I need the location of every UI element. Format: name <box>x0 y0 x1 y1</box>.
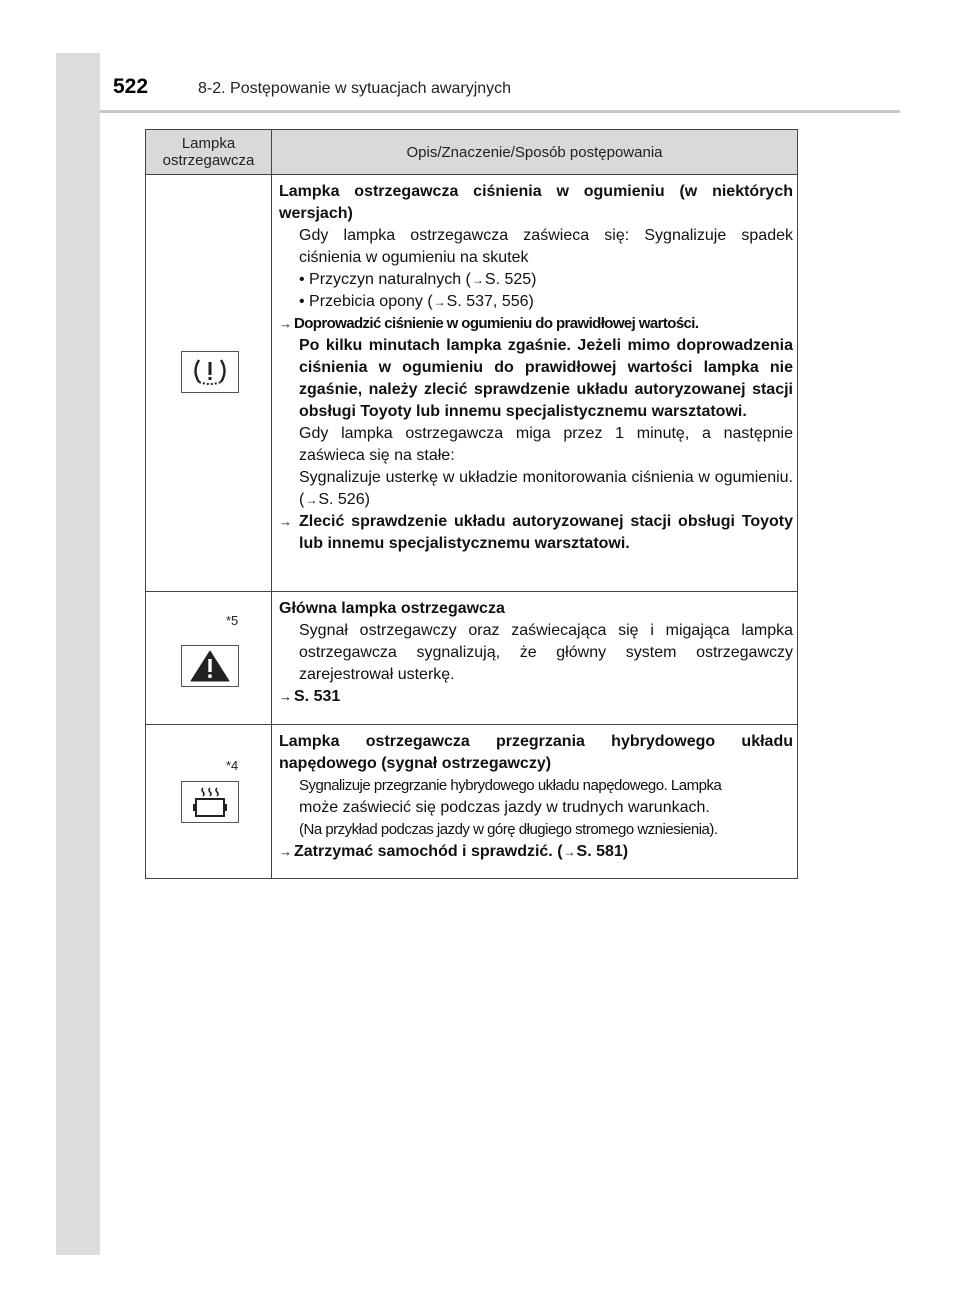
description-text: Sygnał ostrzegawczy oraz zaświecająca się i migająca lampka ostrzegawcza sygnalizują, że główny system ostrzegawczy zarejestrował usterkę. <box>299 622 793 683</box>
lamp-title: Lampka ostrzegawcza ciśnienia w ogumieniu (w niektórych wersjach) <box>279 183 793 222</box>
bullet-item: • Przyczyn naturalnych (→S. 525) <box>299 271 537 288</box>
column-header-description: Opis/Znaczenie/Sposób postępowania <box>272 130 798 175</box>
bullet-item: • Przebicia opony (→S. 537, 556) <box>299 293 534 310</box>
description-text: Sygnalizuje usterkę w układzie monitorowania ciśnienia w ogumieniu. (→S. 526) <box>299 469 793 508</box>
description-text: (Na przykład podczas jazdy w górę długiego stromego wzniesienia). <box>299 821 718 838</box>
lamp-title: Lampka ostrzegawcza przegrzania hybrydowego układu napędowego (sygnał ostrzegawczy) <box>279 733 793 772</box>
description-text: może zaświecić się podczas jazdy w trudnych warunkach. <box>299 799 710 816</box>
page-side-tab <box>56 53 100 1255</box>
action-text: → S. 531 <box>279 688 341 705</box>
bold-instruction: Po kilku minutach lampka zgaśnie. Jeżeli mimo doprowadzenia ciśnienia w ogumieniu do prawidłowej wartości lampka nie zgaśnie, należy zlecić sprawdzenie układu autoryzowanej stacji obsługi Toyoty lub innemu specjalistycznemu warsztatowi. <box>299 337 793 420</box>
hybrid-system-overheat-icon <box>181 781 239 823</box>
header-rule <box>100 110 900 113</box>
description-text: Gdy lampka ostrzegawcza zaświeca się: Sygnalizuje spadek ciśnienia w ogumieniu na skutek <box>299 227 793 266</box>
footnote-mark: *5 <box>226 613 239 628</box>
action-text: → Zlecić sprawdzenie układu autoryzowanej stacji obsługi Toyoty lub innemu specjalistycznemu warsztatowi. <box>279 513 793 552</box>
lamp-cell <box>146 592 272 725</box>
chapter-title: 8-2. Postępowanie w sytuacjach awaryjnych <box>198 80 512 97</box>
table-header-row <box>146 130 798 175</box>
lamp-cell <box>146 175 272 592</box>
action-text: → Doprowadzić ciśnienie w ogumieniu do prawidłowej wartości. <box>279 315 699 332</box>
description-cell <box>272 592 798 725</box>
page-header <box>100 53 900 111</box>
column-header-lamp: Lampka ostrzegawcza <box>146 130 272 175</box>
table-row <box>146 175 798 592</box>
footnote-mark: *4 <box>226 758 239 773</box>
page-number: 522 <box>113 75 149 98</box>
table-row <box>146 725 798 879</box>
tire-pressure-warning-icon <box>181 351 239 393</box>
description-cell <box>272 725 798 879</box>
warning-lamp-table <box>145 129 798 879</box>
lamp-cell <box>146 725 272 879</box>
description-cell <box>272 175 798 592</box>
table-row <box>146 592 798 725</box>
lamp-title: Główna lampka ostrzegawcza <box>279 600 505 617</box>
action-text: → Zatrzymać samochód i sprawdzić. (→S. 581) <box>279 843 629 860</box>
description-text: Gdy lampka ostrzegawcza miga przez 1 minutę, a następnie zaświeca się na stałe: <box>299 425 793 464</box>
description-text: Sygnalizuje przegrzanie hybrydowego układu napędowego. Lampka <box>299 777 722 794</box>
master-warning-icon <box>181 645 239 687</box>
